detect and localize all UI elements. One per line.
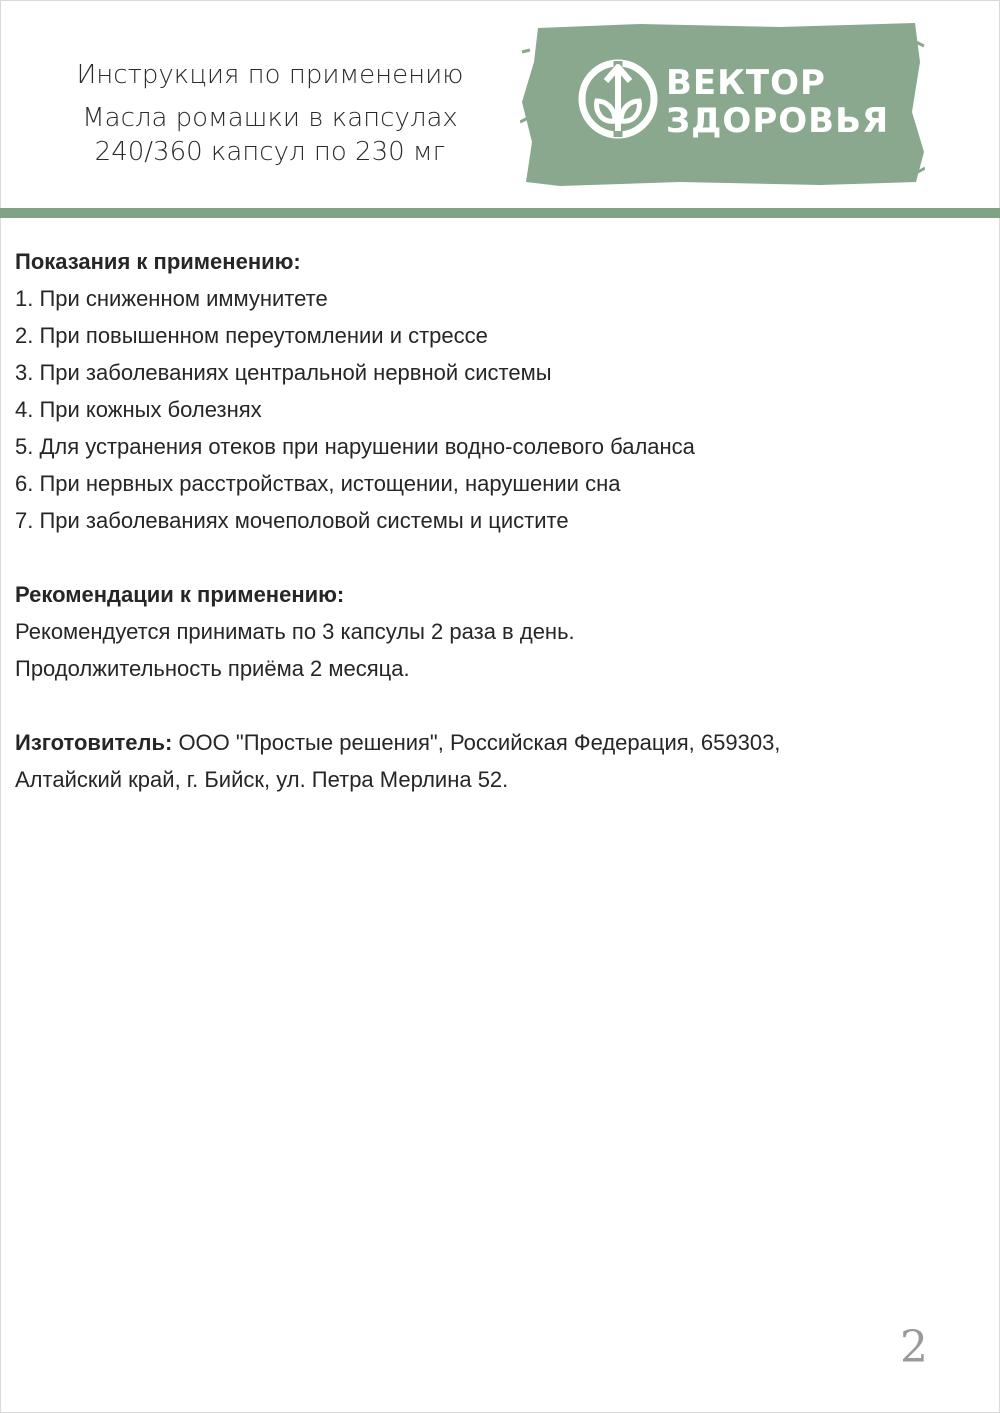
title-line-2: Масла ромашки в капсулах bbox=[82, 103, 458, 133]
page-number: 2 bbox=[900, 1322, 928, 1373]
document-title bbox=[40, 55, 500, 169]
header-divider bbox=[0, 208, 1000, 218]
logo-text-line-2: ЗДОРОВЬЯ bbox=[666, 101, 890, 141]
indications-heading: Показания к применению: bbox=[15, 249, 301, 274]
recommendations-section bbox=[15, 576, 975, 687]
title-line-3: 240/360 капсул по 230 мг bbox=[94, 137, 446, 167]
list-item: 2. При повышенном переутомлении и стрессе bbox=[15, 323, 488, 348]
list-item: 4. При кожных болезнях bbox=[15, 397, 262, 422]
list-item: 5. Для устранения отеков при нарушении водно-солевого баланса bbox=[15, 434, 695, 459]
manufacturer-label: Изготовитель: bbox=[15, 730, 173, 755]
dosage-text: Рекомендуется принимать по 3 капсулы 2 раза в день. bbox=[15, 619, 575, 644]
recommendations-heading: Рекомендации к применению: bbox=[15, 582, 345, 607]
indications-section bbox=[15, 243, 975, 539]
list-item: 1. При сниженном иммунитете bbox=[15, 286, 328, 311]
document-body bbox=[15, 243, 975, 835]
manufacturer-address: Алтайский край, г. Бийск, ул. Петра Мерлина 52. bbox=[15, 767, 509, 792]
logo-text-line-1: ВЕКТОР bbox=[666, 63, 826, 103]
brand-logo bbox=[520, 22, 925, 187]
leaf-arrow-icon bbox=[575, 49, 661, 149]
list-item: 7. При заболеваниях мочеполовой системы и цистите bbox=[15, 508, 569, 533]
manufacturer-section bbox=[15, 724, 975, 798]
title-line-1: Инструкция по применению bbox=[76, 60, 464, 90]
list-item: 6. При нервных расстройствах, истощении, нарушении сна bbox=[15, 471, 621, 496]
duration-text: Продолжительность приёма 2 месяца. bbox=[15, 656, 410, 681]
manufacturer-name: ООО "Простые решения", Российская Федерация, 659303, bbox=[172, 730, 781, 755]
indications-list bbox=[15, 280, 975, 539]
logo-text bbox=[666, 64, 889, 140]
list-item: 3. При заболеваниях центральной нервной системы bbox=[15, 360, 552, 385]
